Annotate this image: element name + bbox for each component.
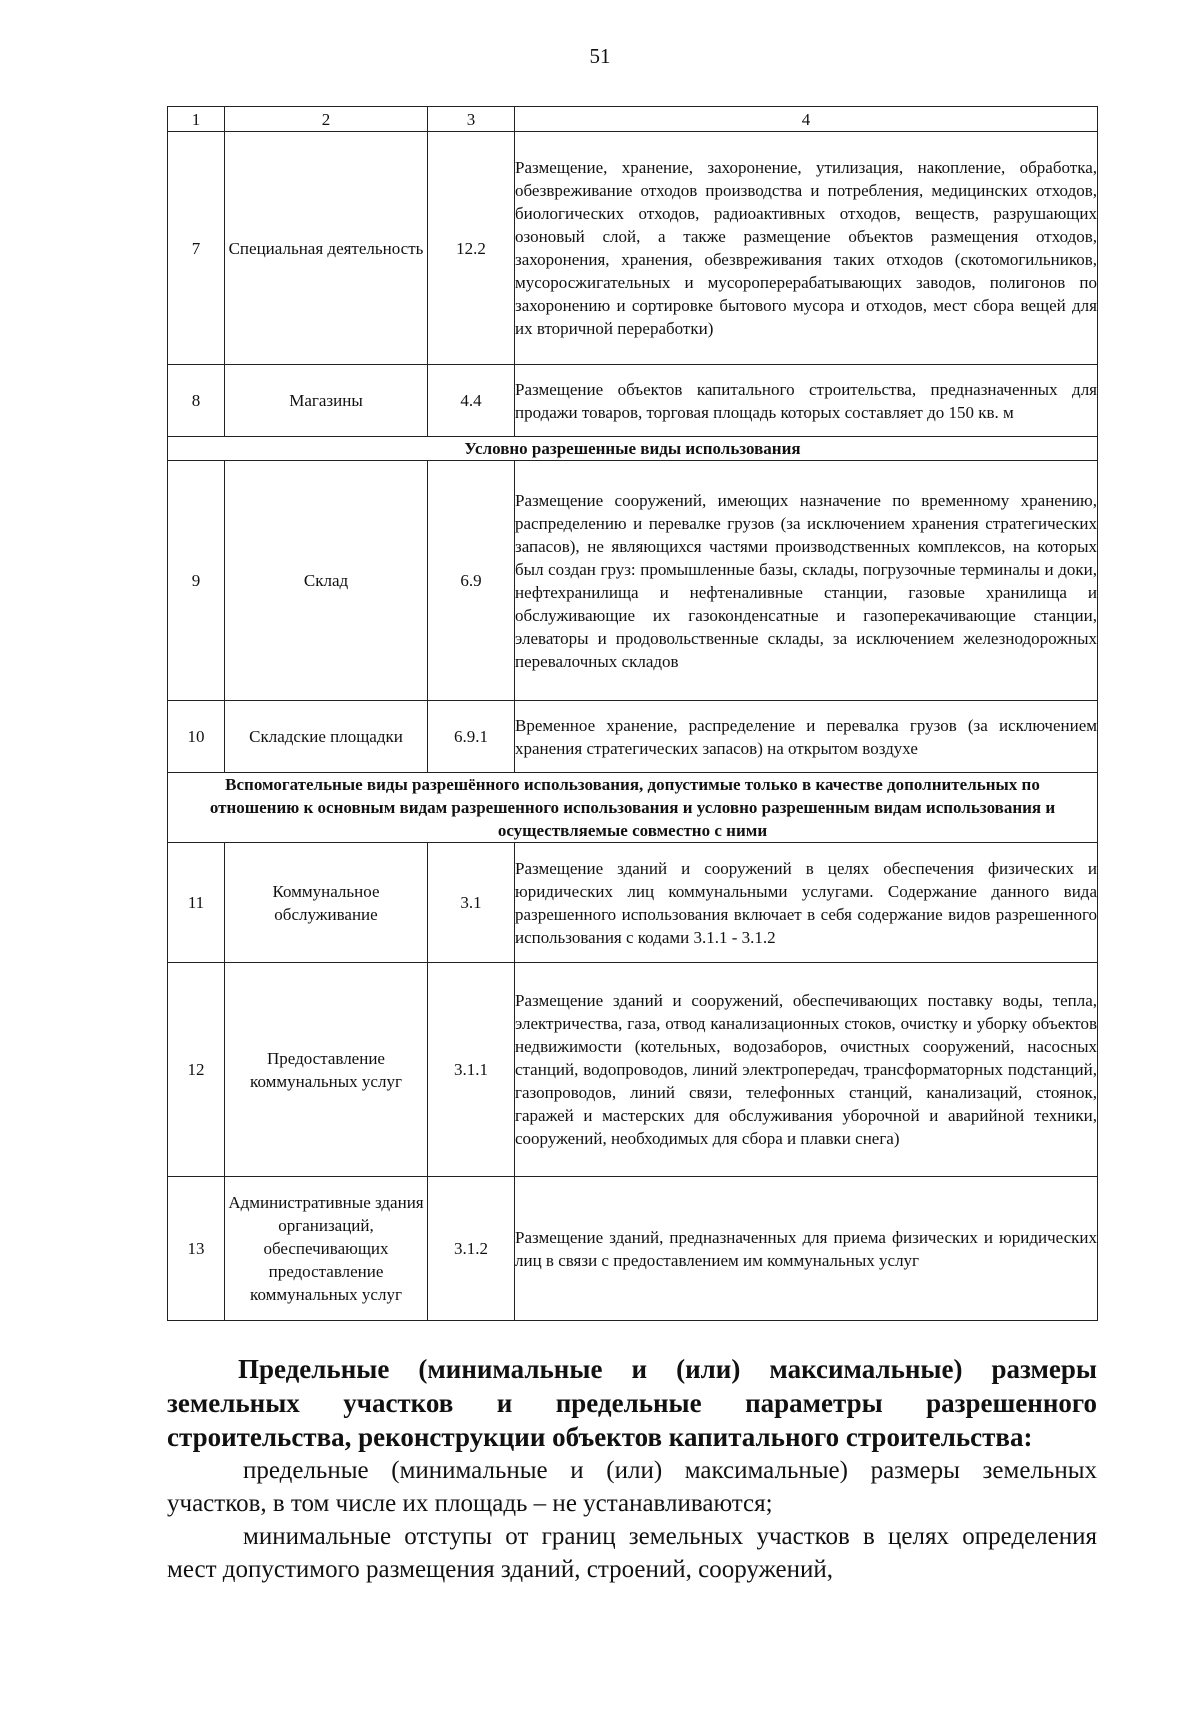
- use-type-code: 3.1: [428, 843, 515, 963]
- row-number: 10: [168, 701, 225, 773]
- header-col-1: 1: [168, 107, 225, 132]
- use-type-description: Размещение, хранение, захоронение, утилизация, накопление, обработка, обезвреживание отходов производства и потребления, медицинских отходов, биологических отходов, радиоактивных отходов, веществ, разрушающих озоновый слой, а также размещение объектов размещения отходов, захоронения, хранения, обезвреживания таких отходов (скотомогильников, мусоросжигательных и мусороперерабатывающих заводов, полигонов по захоронению и сортировке бытового мусора и отходов, мест сбора вещей для их вторичной переработки): [515, 132, 1098, 365]
- use-type-description: Размещение зданий и сооружений в целях обеспечения физических и юридических лиц коммунальными услугами. Содержание данного вида разрешенного использования включает в себя содержание видов разрешенного использования с кодами 3.1.1 - 3.1.2: [515, 843, 1098, 963]
- header-col-2: 2: [225, 107, 428, 132]
- table-row: [168, 365, 1098, 437]
- use-type-name: Специальная деятельность: [225, 132, 428, 365]
- page-number: 51: [589, 44, 611, 68]
- table-row: [168, 843, 1098, 963]
- use-type-code: 6.9.1: [428, 701, 515, 773]
- use-type-description: Временное хранение, распределение и перевалка грузов (за исключением хранения стратегических запасов) на открытом воздухе: [515, 701, 1098, 773]
- section-title: Условно разрешенные виды использования: [168, 437, 1098, 461]
- row-number: 9: [168, 461, 225, 701]
- section-row: [168, 773, 1098, 843]
- paragraph: предельные (минимальные и (или) максимальные) размеры земельных участков, в том числе их площадь – не устанавливаются;: [167, 1457, 1097, 1517]
- use-type-code: 12.2: [428, 132, 515, 365]
- row-number: 7: [168, 132, 225, 365]
- section-row: [168, 437, 1098, 461]
- table-row: [168, 132, 1098, 365]
- row-number: 13: [168, 1177, 225, 1321]
- land-use-table: [167, 106, 1098, 1321]
- paragraph: минимальные отступы от границ земельных участков в целях определения мест допустимого размещения зданий, строений, сооружений,: [167, 1523, 1097, 1583]
- table-header-row: [168, 107, 1098, 132]
- use-type-name: Административные здания организаций, обеспечивающих предоставление коммунальных услуг: [225, 1177, 428, 1321]
- use-type-name: Предоставление коммунальных услуг: [225, 963, 428, 1177]
- use-type-code: 6.9: [428, 461, 515, 701]
- use-type-name: Складские площадки: [225, 701, 428, 773]
- table-row: [168, 963, 1098, 1177]
- use-type-name: Склад: [225, 461, 428, 701]
- use-type-code: 3.1.1: [428, 963, 515, 1177]
- use-type-name: Магазины: [225, 365, 428, 437]
- table-row: [168, 701, 1098, 773]
- use-type-description: Размещение сооружений, имеющих назначение по временному хранению, распределению и перевалке грузов (за исключением хранения стратегических запасов), не являющихся частями производственных комплексов, на которых был создан груз: промышленные базы, склады, погрузочные терминалы и доки, нефтехранилища и нефтеналивные станции, газовые хранилища и обслуживающие их газоконденсатные и газоперекачивающие станции, элеваторы и продовольственные склады, за исключением железнодорожных перевалочных складов: [515, 461, 1098, 701]
- use-type-name: Коммунальное обслуживание: [225, 843, 428, 963]
- table-row: [168, 1177, 1098, 1321]
- header-col-3: 3: [428, 107, 515, 132]
- section-heading: Предельные (минимальные и (или) максимальные) размеры земельных участков и предельные параметры разрешенного строительства, реконструкции объектов капитального строительства:: [167, 1354, 1097, 1452]
- use-type-description: Размещение зданий и сооружений, обеспечивающих поставку воды, тепла, электричества, газа, отвод канализационных стоков, очистку и уборку объектов недвижимости (котельных, водозаборов, очистных сооружений, насосных станций, водопроводов, линий электропередач, трансформаторных подстанций, газопроводов, линий связи, телефонных станций, канализаций, стоянок, гаражей и мастерских для обслуживания уборочной и аварийной техники, сооружений, необходимых для сбора и плавки снега): [515, 963, 1098, 1177]
- use-type-code: 4.4: [428, 365, 515, 437]
- section-title: Вспомогательные виды разрешённого использования, допустимые только в качестве дополнительных по отношению к основным видам разрешенного использования и условно разрешенным видам использования и осуществляемые совместно с ними: [168, 773, 1098, 843]
- use-type-description: Размещение зданий, предназначенных для приема физических и юридических лиц в связи с предоставлением им коммунальных услуг: [515, 1177, 1098, 1321]
- row-number: 8: [168, 365, 225, 437]
- use-type-code: 3.1.2: [428, 1177, 515, 1321]
- table-row: [168, 461, 1098, 701]
- header-col-4: 4: [515, 107, 1098, 132]
- limits-section: [167, 1352, 1097, 1586]
- use-type-description: Размещение объектов капитального строительства, предназначенных для продажи товаров, торговая площадь которых составляет до 150 кв. м: [515, 365, 1098, 437]
- row-number: 12: [168, 963, 225, 1177]
- row-number: 11: [168, 843, 225, 963]
